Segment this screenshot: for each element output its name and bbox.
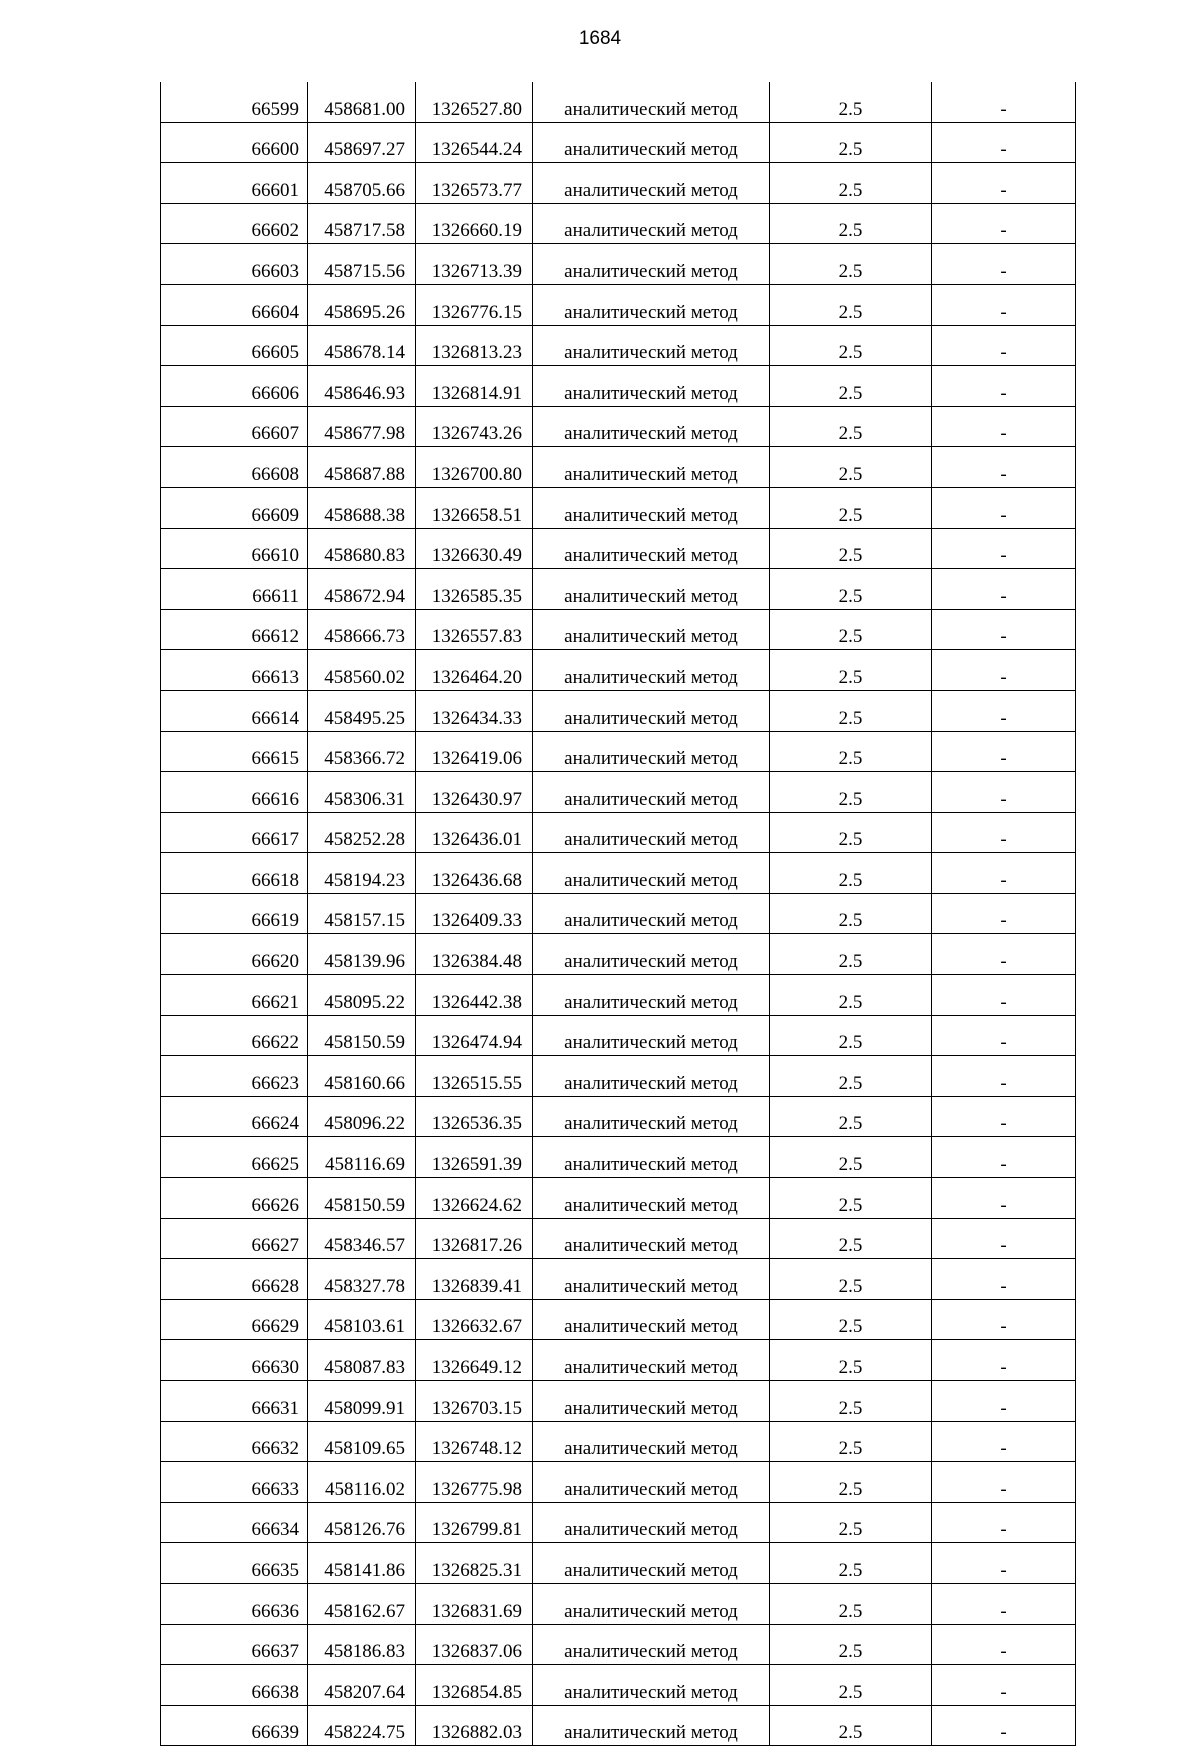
accuracy-cell: 2.5 <box>770 122 932 163</box>
accuracy-cell: 2.5 <box>770 934 932 975</box>
table-row <box>161 487 1076 528</box>
method-cell: аналитический метод <box>533 772 770 813</box>
point-number-cell: 66628 <box>161 1259 308 1300</box>
method-cell: аналитический метод <box>533 122 770 163</box>
note-cell: - <box>932 244 1076 285</box>
method-cell: аналитический метод <box>533 1299 770 1340</box>
x-coordinate-cell: 458162.67 <box>308 1583 416 1624</box>
point-number-cell: 66622 <box>161 1015 308 1056</box>
y-coordinate-cell: 1326419.06 <box>416 731 533 772</box>
accuracy-cell: 2.5 <box>770 893 932 934</box>
x-coordinate-cell: 458150.59 <box>308 1015 416 1056</box>
accuracy-cell: 2.5 <box>770 406 932 447</box>
method-cell: аналитический метод <box>533 609 770 650</box>
point-number-cell: 66624 <box>161 1096 308 1137</box>
accuracy-cell: 2.5 <box>770 609 932 650</box>
method-cell: аналитический метод <box>533 82 770 122</box>
method-cell: аналитический метод <box>533 1056 770 1097</box>
point-number-cell: 66618 <box>161 853 308 894</box>
note-cell: - <box>932 1137 1076 1178</box>
accuracy-cell: 2.5 <box>770 82 932 122</box>
point-number-cell: 66620 <box>161 934 308 975</box>
method-cell: аналитический метод <box>533 325 770 366</box>
page-number: 1684 <box>578 28 622 49</box>
x-coordinate-cell: 458560.02 <box>308 650 416 691</box>
accuracy-cell: 2.5 <box>770 1096 932 1137</box>
y-coordinate-cell: 1326660.19 <box>416 203 533 244</box>
note-cell: - <box>932 406 1076 447</box>
x-coordinate-cell: 458157.15 <box>308 893 416 934</box>
x-coordinate-cell: 458252.28 <box>308 812 416 853</box>
accuracy-cell: 2.5 <box>770 569 932 610</box>
accuracy-cell: 2.5 <box>770 1705 932 1746</box>
table-row <box>161 650 1076 691</box>
table-row <box>161 975 1076 1016</box>
x-coordinate-cell: 458327.78 <box>308 1259 416 1300</box>
table-row <box>161 1218 1076 1259</box>
point-number-cell: 66626 <box>161 1178 308 1219</box>
point-number-cell: 66603 <box>161 244 308 285</box>
accuracy-cell: 2.5 <box>770 1340 932 1381</box>
note-cell: - <box>932 1665 1076 1706</box>
accuracy-cell: 2.5 <box>770 203 932 244</box>
table-row <box>161 731 1076 772</box>
y-coordinate-cell: 1326854.85 <box>416 1665 533 1706</box>
table-row <box>161 853 1076 894</box>
note-cell: - <box>932 690 1076 731</box>
table-row <box>161 609 1076 650</box>
y-coordinate-cell: 1326536.35 <box>416 1096 533 1137</box>
method-cell: аналитический метод <box>533 366 770 407</box>
note-cell: - <box>932 1259 1076 1300</box>
method-cell: аналитический метод <box>533 203 770 244</box>
table-row <box>161 1421 1076 1462</box>
x-coordinate-cell: 458697.27 <box>308 122 416 163</box>
table-row <box>161 1096 1076 1137</box>
point-number-cell: 66604 <box>161 284 308 325</box>
method-cell: аналитический метод <box>533 487 770 528</box>
y-coordinate-cell: 1326813.23 <box>416 325 533 366</box>
note-cell: - <box>932 569 1076 610</box>
y-coordinate-cell: 1326624.62 <box>416 1178 533 1219</box>
point-number-cell: 66605 <box>161 325 308 366</box>
accuracy-cell: 2.5 <box>770 650 932 691</box>
point-number-cell: 66606 <box>161 366 308 407</box>
method-cell: аналитический метод <box>533 1462 770 1503</box>
x-coordinate-cell: 458116.02 <box>308 1462 416 1503</box>
point-number-cell: 66629 <box>161 1299 308 1340</box>
method-cell: аналитический метод <box>533 447 770 488</box>
method-cell: аналитический метод <box>533 812 770 853</box>
note-cell: - <box>932 1502 1076 1543</box>
method-cell: аналитический метод <box>533 1421 770 1462</box>
y-coordinate-cell: 1326573.77 <box>416 163 533 204</box>
note-cell: - <box>932 731 1076 772</box>
point-number-cell: 66621 <box>161 975 308 1016</box>
y-coordinate-cell: 1326817.26 <box>416 1218 533 1259</box>
table-row <box>161 1259 1076 1300</box>
table-row <box>161 82 1076 122</box>
x-coordinate-cell: 458109.65 <box>308 1421 416 1462</box>
table-row <box>161 1502 1076 1543</box>
note-cell: - <box>932 1705 1076 1746</box>
y-coordinate-cell: 1326632.67 <box>416 1299 533 1340</box>
x-coordinate-cell: 458646.93 <box>308 366 416 407</box>
table-row <box>161 1015 1076 1056</box>
x-coordinate-cell: 458207.64 <box>308 1665 416 1706</box>
y-coordinate-cell: 1326882.03 <box>416 1705 533 1746</box>
table-row <box>161 1543 1076 1584</box>
method-cell: аналитический метод <box>533 284 770 325</box>
accuracy-cell: 2.5 <box>770 1015 932 1056</box>
accuracy-cell: 2.5 <box>770 1381 932 1422</box>
accuracy-cell: 2.5 <box>770 366 932 407</box>
x-coordinate-cell: 458680.83 <box>308 528 416 569</box>
x-coordinate-cell: 458103.61 <box>308 1299 416 1340</box>
point-number-cell: 66615 <box>161 731 308 772</box>
table-row <box>161 1462 1076 1503</box>
note-cell: - <box>932 122 1076 163</box>
point-number-cell: 66635 <box>161 1543 308 1584</box>
note-cell: - <box>932 1583 1076 1624</box>
y-coordinate-cell: 1326649.12 <box>416 1340 533 1381</box>
accuracy-cell: 2.5 <box>770 487 932 528</box>
table-row <box>161 772 1076 813</box>
note-cell: - <box>932 1340 1076 1381</box>
accuracy-cell: 2.5 <box>770 1665 932 1706</box>
note-cell: - <box>932 1056 1076 1097</box>
accuracy-cell: 2.5 <box>770 853 932 894</box>
method-cell: аналитический метод <box>533 893 770 934</box>
accuracy-cell: 2.5 <box>770 447 932 488</box>
y-coordinate-cell: 1326430.97 <box>416 772 533 813</box>
y-coordinate-cell: 1326837.06 <box>416 1624 533 1665</box>
note-cell: - <box>932 934 1076 975</box>
accuracy-cell: 2.5 <box>770 325 932 366</box>
point-number-cell: 66607 <box>161 406 308 447</box>
table-row <box>161 447 1076 488</box>
point-number-cell: 66638 <box>161 1665 308 1706</box>
accuracy-cell: 2.5 <box>770 1259 932 1300</box>
y-coordinate-cell: 1326743.26 <box>416 406 533 447</box>
y-coordinate-cell: 1326703.15 <box>416 1381 533 1422</box>
method-cell: аналитический метод <box>533 1543 770 1584</box>
accuracy-cell: 2.5 <box>770 1056 932 1097</box>
table-row <box>161 244 1076 285</box>
note-cell: - <box>932 447 1076 488</box>
table-row <box>161 1137 1076 1178</box>
note-cell: - <box>932 487 1076 528</box>
method-cell: аналитический метод <box>533 569 770 610</box>
x-coordinate-cell: 458705.66 <box>308 163 416 204</box>
table-row <box>161 1583 1076 1624</box>
y-coordinate-cell: 1326557.83 <box>416 609 533 650</box>
table-row <box>161 1299 1076 1340</box>
y-coordinate-cell: 1326384.48 <box>416 934 533 975</box>
method-cell: аналитический метод <box>533 853 770 894</box>
x-coordinate-cell: 458160.66 <box>308 1056 416 1097</box>
point-number-cell: 66632 <box>161 1421 308 1462</box>
accuracy-cell: 2.5 <box>770 528 932 569</box>
table-row <box>161 406 1076 447</box>
table-body <box>161 82 1076 1746</box>
x-coordinate-cell: 458666.73 <box>308 609 416 650</box>
method-cell: аналитический метод <box>533 1665 770 1706</box>
accuracy-cell: 2.5 <box>770 1624 932 1665</box>
accuracy-cell: 2.5 <box>770 975 932 1016</box>
note-cell: - <box>932 1015 1076 1056</box>
note-cell: - <box>932 893 1076 934</box>
method-cell: аналитический метод <box>533 1340 770 1381</box>
y-coordinate-cell: 1326474.94 <box>416 1015 533 1056</box>
note-cell: - <box>932 1178 1076 1219</box>
method-cell: аналитический метод <box>533 650 770 691</box>
point-number-cell: 66630 <box>161 1340 308 1381</box>
accuracy-cell: 2.5 <box>770 1462 932 1503</box>
x-coordinate-cell: 458717.58 <box>308 203 416 244</box>
method-cell: аналитический метод <box>533 1137 770 1178</box>
point-number-cell: 66636 <box>161 1583 308 1624</box>
point-number-cell: 66602 <box>161 203 308 244</box>
y-coordinate-cell: 1326527.80 <box>416 82 533 122</box>
coordinates-table <box>160 82 1076 1746</box>
method-cell: аналитический метод <box>533 528 770 569</box>
point-number-cell: 66612 <box>161 609 308 650</box>
point-number-cell: 66608 <box>161 447 308 488</box>
y-coordinate-cell: 1326464.20 <box>416 650 533 691</box>
table-row <box>161 569 1076 610</box>
x-coordinate-cell: 458139.96 <box>308 934 416 975</box>
accuracy-cell: 2.5 <box>770 244 932 285</box>
method-cell: аналитический метод <box>533 1705 770 1746</box>
accuracy-cell: 2.5 <box>770 772 932 813</box>
y-coordinate-cell: 1326814.91 <box>416 366 533 407</box>
x-coordinate-cell: 458695.26 <box>308 284 416 325</box>
accuracy-cell: 2.5 <box>770 1218 932 1259</box>
note-cell: - <box>932 325 1076 366</box>
x-coordinate-cell: 458141.86 <box>308 1543 416 1584</box>
accuracy-cell: 2.5 <box>770 731 932 772</box>
method-cell: аналитический метод <box>533 690 770 731</box>
y-coordinate-cell: 1326776.15 <box>416 284 533 325</box>
accuracy-cell: 2.5 <box>770 690 932 731</box>
x-coordinate-cell: 458099.91 <box>308 1381 416 1422</box>
table-row <box>161 203 1076 244</box>
method-cell: аналитический метод <box>533 244 770 285</box>
x-coordinate-cell: 458346.57 <box>308 1218 416 1259</box>
point-number-cell: 66625 <box>161 1137 308 1178</box>
method-cell: аналитический метод <box>533 1218 770 1259</box>
table-row <box>161 690 1076 731</box>
x-coordinate-cell: 458677.98 <box>308 406 416 447</box>
y-coordinate-cell: 1326591.39 <box>416 1137 533 1178</box>
y-coordinate-cell: 1326442.38 <box>416 975 533 1016</box>
y-coordinate-cell: 1326630.49 <box>416 528 533 569</box>
accuracy-cell: 2.5 <box>770 812 932 853</box>
x-coordinate-cell: 458495.25 <box>308 690 416 731</box>
y-coordinate-cell: 1326436.01 <box>416 812 533 853</box>
y-coordinate-cell: 1326825.31 <box>416 1543 533 1584</box>
y-coordinate-cell: 1326409.33 <box>416 893 533 934</box>
accuracy-cell: 2.5 <box>770 1502 932 1543</box>
method-cell: аналитический метод <box>533 934 770 975</box>
table-row <box>161 1624 1076 1665</box>
point-number-cell: 66627 <box>161 1218 308 1259</box>
note-cell: - <box>932 975 1076 1016</box>
x-coordinate-cell: 458194.23 <box>308 853 416 894</box>
table-row <box>161 812 1076 853</box>
accuracy-cell: 2.5 <box>770 1299 932 1340</box>
method-cell: аналитический метод <box>533 163 770 204</box>
table-row <box>161 1056 1076 1097</box>
table-row <box>161 325 1076 366</box>
y-coordinate-cell: 1326515.55 <box>416 1056 533 1097</box>
table-row <box>161 122 1076 163</box>
point-number-cell: 66616 <box>161 772 308 813</box>
accuracy-cell: 2.5 <box>770 1583 932 1624</box>
note-cell: - <box>932 82 1076 122</box>
x-coordinate-cell: 458715.56 <box>308 244 416 285</box>
point-number-cell: 66601 <box>161 163 308 204</box>
point-number-cell: 66639 <box>161 1705 308 1746</box>
x-coordinate-cell: 458116.69 <box>308 1137 416 1178</box>
accuracy-cell: 2.5 <box>770 1178 932 1219</box>
point-number-cell: 66637 <box>161 1624 308 1665</box>
note-cell: - <box>932 1462 1076 1503</box>
y-coordinate-cell: 1326775.98 <box>416 1462 533 1503</box>
x-coordinate-cell: 458687.88 <box>308 447 416 488</box>
point-number-cell: 66611 <box>161 569 308 610</box>
x-coordinate-cell: 458150.59 <box>308 1178 416 1219</box>
x-coordinate-cell: 458186.83 <box>308 1624 416 1665</box>
table-row <box>161 528 1076 569</box>
note-cell: - <box>932 1218 1076 1259</box>
accuracy-cell: 2.5 <box>770 1137 932 1178</box>
note-cell: - <box>932 1299 1076 1340</box>
x-coordinate-cell: 458126.76 <box>308 1502 416 1543</box>
method-cell: аналитический метод <box>533 1381 770 1422</box>
method-cell: аналитический метод <box>533 1015 770 1056</box>
point-number-cell: 66623 <box>161 1056 308 1097</box>
table-row <box>161 366 1076 407</box>
y-coordinate-cell: 1326436.68 <box>416 853 533 894</box>
table-row <box>161 1340 1076 1381</box>
point-number-cell: 66613 <box>161 650 308 691</box>
point-number-cell: 66600 <box>161 122 308 163</box>
accuracy-cell: 2.5 <box>770 163 932 204</box>
x-coordinate-cell: 458224.75 <box>308 1705 416 1746</box>
note-cell: - <box>932 366 1076 407</box>
y-coordinate-cell: 1326658.51 <box>416 487 533 528</box>
note-cell: - <box>932 1624 1076 1665</box>
method-cell: аналитический метод <box>533 1259 770 1300</box>
y-coordinate-cell: 1326713.39 <box>416 244 533 285</box>
note-cell: - <box>932 163 1076 204</box>
point-number-cell: 66633 <box>161 1462 308 1503</box>
method-cell: аналитический метод <box>533 1178 770 1219</box>
note-cell: - <box>932 1096 1076 1137</box>
point-number-cell: 66609 <box>161 487 308 528</box>
x-coordinate-cell: 458087.83 <box>308 1340 416 1381</box>
point-number-cell: 66610 <box>161 528 308 569</box>
note-cell: - <box>932 650 1076 691</box>
y-coordinate-cell: 1326748.12 <box>416 1421 533 1462</box>
note-cell: - <box>932 203 1076 244</box>
point-number-cell: 66634 <box>161 1502 308 1543</box>
x-coordinate-cell: 458366.72 <box>308 731 416 772</box>
point-number-cell: 66599 <box>161 82 308 122</box>
table-row <box>161 284 1076 325</box>
note-cell: - <box>932 772 1076 813</box>
point-number-cell: 66631 <box>161 1381 308 1422</box>
x-coordinate-cell: 458681.00 <box>308 82 416 122</box>
method-cell: аналитический метод <box>533 1096 770 1137</box>
table-row <box>161 934 1076 975</box>
y-coordinate-cell: 1326434.33 <box>416 690 533 731</box>
method-cell: аналитический метод <box>533 731 770 772</box>
table-row <box>161 1665 1076 1706</box>
accuracy-cell: 2.5 <box>770 1421 932 1462</box>
method-cell: аналитический метод <box>533 1583 770 1624</box>
point-number-cell: 66619 <box>161 893 308 934</box>
method-cell: аналитический метод <box>533 975 770 1016</box>
x-coordinate-cell: 458096.22 <box>308 1096 416 1137</box>
x-coordinate-cell: 458672.94 <box>308 569 416 610</box>
y-coordinate-cell: 1326839.41 <box>416 1259 533 1300</box>
note-cell: - <box>932 609 1076 650</box>
note-cell: - <box>932 1421 1076 1462</box>
y-coordinate-cell: 1326799.81 <box>416 1502 533 1543</box>
note-cell: - <box>932 1381 1076 1422</box>
accuracy-cell: 2.5 <box>770 1543 932 1584</box>
table-row <box>161 1381 1076 1422</box>
x-coordinate-cell: 458688.38 <box>308 487 416 528</box>
y-coordinate-cell: 1326585.35 <box>416 569 533 610</box>
table-row <box>161 1178 1076 1219</box>
y-coordinate-cell: 1326831.69 <box>416 1583 533 1624</box>
point-number-cell: 66617 <box>161 812 308 853</box>
note-cell: - <box>932 1543 1076 1584</box>
table-row <box>161 163 1076 204</box>
method-cell: аналитический метод <box>533 406 770 447</box>
table-row <box>161 893 1076 934</box>
y-coordinate-cell: 1326544.24 <box>416 122 533 163</box>
note-cell: - <box>932 284 1076 325</box>
method-cell: аналитический метод <box>533 1502 770 1543</box>
point-number-cell: 66614 <box>161 690 308 731</box>
note-cell: - <box>932 853 1076 894</box>
x-coordinate-cell: 458678.14 <box>308 325 416 366</box>
method-cell: аналитический метод <box>533 1624 770 1665</box>
table-row <box>161 1705 1076 1746</box>
note-cell: - <box>932 528 1076 569</box>
x-coordinate-cell: 458095.22 <box>308 975 416 1016</box>
accuracy-cell: 2.5 <box>770 284 932 325</box>
note-cell: - <box>932 812 1076 853</box>
x-coordinate-cell: 458306.31 <box>308 772 416 813</box>
y-coordinate-cell: 1326700.80 <box>416 447 533 488</box>
